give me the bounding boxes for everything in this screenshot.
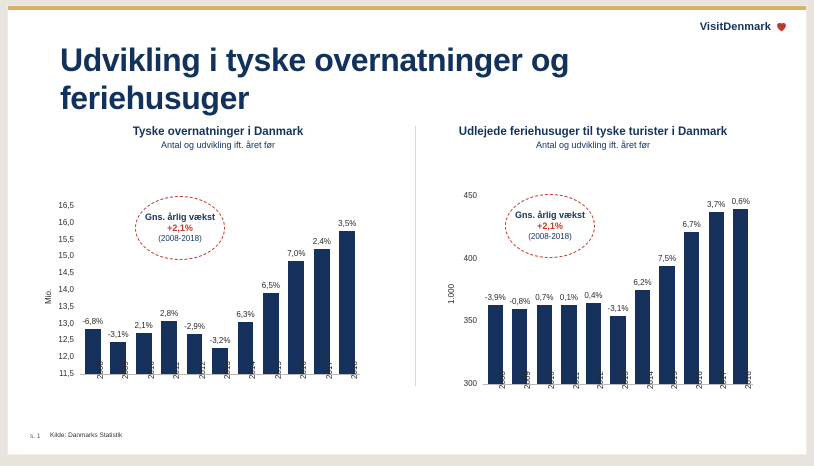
y-axis-tick: 15,0 [58, 251, 74, 261]
y-axis-tick: 14,5 [58, 268, 74, 278]
x-axis-tick: 2017 [324, 361, 334, 379]
y-axis-tick: 16,0 [58, 217, 74, 227]
y-axis-tick: 450 [463, 191, 477, 200]
x-axis-tick: 2014 [645, 371, 655, 389]
y-axis-label: 1.000 [447, 283, 456, 304]
bar-value-label: 7,5% [657, 254, 677, 264]
bar-value-label: 6,5% [261, 281, 281, 291]
bar-value-label: 6,2% [633, 278, 652, 287]
x-axis-tick: 2018 [350, 361, 360, 379]
x-axis-tick: 2009 [522, 371, 532, 389]
bar-value-label: 2,4% [312, 236, 331, 246]
x-axis-tick: 2015 [670, 371, 680, 389]
bar-value-label: 0,7% [535, 293, 554, 303]
growth-badge-line1: Gns. årlig vækst [144, 212, 216, 223]
y-axis-tick: 11,5 [59, 369, 74, 378]
bar-value-label: 7,0% [287, 248, 306, 258]
y-axis-tick: 14,0 [58, 285, 74, 294]
slide [8, 6, 806, 454]
bar [635, 290, 650, 384]
bar-value-label: -6,8% [82, 316, 104, 326]
x-axis-tick: 2008 [498, 371, 508, 389]
right-chart [8, 6, 814, 466]
y-axis-tick: 15,5 [58, 234, 74, 244]
bar-value-label: 0,4% [584, 290, 603, 300]
x-axis-tick: 2016 [694, 371, 704, 389]
bar-value-label: 6,3% [236, 309, 255, 319]
bar-value-label: -3,2% [209, 336, 231, 346]
x-axis-tick: 2012 [596, 371, 606, 389]
x-axis-tick: 2010 [146, 361, 156, 379]
y-axis-tick: 12,0 [58, 352, 74, 362]
x-axis-tick: 2018 [743, 371, 753, 389]
growth-badge [505, 194, 595, 258]
x-axis-tick: 2008 [95, 361, 105, 379]
page-title: Udvikling i tyske overnatninger og feriehusuger [60, 42, 570, 116]
x-axis-tick: 2011 [571, 371, 581, 389]
x-axis-tick: 2014 [248, 361, 258, 379]
x-axis-tick: 2010 [547, 371, 557, 389]
x-axis-tick: 2017 [719, 371, 729, 389]
bar-value-label: -3,1% [107, 330, 129, 340]
y-axis-tick: 13,5 [58, 301, 74, 311]
bar-value-label: 3,7% [707, 200, 726, 210]
bar [733, 209, 748, 384]
growth-badge-value: +2,1% [537, 220, 563, 231]
right-chart-title: Udlejede feriehusuger til tyske turister i Danmark [458, 126, 728, 138]
bar-value-label: -0,8% [509, 296, 531, 306]
x-axis-tick: 2009 [121, 361, 131, 379]
left-chart-title: Tyske overnatninger i Danmark [132, 126, 304, 138]
y-axis-tick: 12,5 [58, 335, 74, 345]
left-chart-subtitle: Antal og udvikling ift. året før [160, 140, 276, 150]
bar-value-label: 2,1% [134, 321, 153, 330]
bar [659, 266, 674, 384]
bar-value-label: -3,1% [607, 304, 629, 314]
growth-badge-period: (2008-2018) [158, 234, 202, 244]
bar-value-label: 0,6% [731, 196, 750, 206]
bar-value-label: 2,8% [159, 309, 179, 319]
bar [709, 212, 724, 384]
x-axis-tick: 2013 [223, 361, 232, 379]
bar [684, 232, 699, 384]
y-axis-tick: 400 [463, 253, 477, 263]
bar-value-label: 0,1% [559, 293, 578, 303]
right-chart-subtitle: Antal og udvikling ift. året før [535, 140, 651, 150]
x-axis-tick: 2016 [299, 361, 309, 379]
growth-badge-line1: Gns. årlig vækst [514, 210, 586, 221]
bar-value-label: -2,9% [184, 322, 205, 332]
y-axis-tick: 350 [463, 316, 477, 326]
x-axis-tick: 2012 [197, 361, 207, 379]
y-axis-label: Mio. [44, 288, 53, 304]
x-axis-tick: 2013 [621, 371, 630, 389]
growth-badge-value: +2,1% [167, 222, 193, 233]
bar-value-label: 3,5% [338, 218, 357, 228]
logo-text: VisitDenmark [699, 20, 771, 33]
y-axis-tick: 13,0 [58, 318, 74, 328]
bar-value-label: 6,7% [682, 220, 701, 230]
source-note: Kilde: Danmarks Statistik [50, 432, 123, 439]
x-axis-tick: 2011 [172, 361, 182, 379]
x-axis-tick: 2015 [273, 361, 283, 379]
page-number: s. 1 [30, 433, 41, 440]
y-axis-tick: 300 [463, 379, 477, 388]
y-axis-tick: 16,5 [58, 201, 74, 210]
bar-value-label: -3,9% [484, 293, 506, 303]
growth-badge-period: (2008-2018) [528, 232, 572, 242]
footer [30, 432, 123, 440]
